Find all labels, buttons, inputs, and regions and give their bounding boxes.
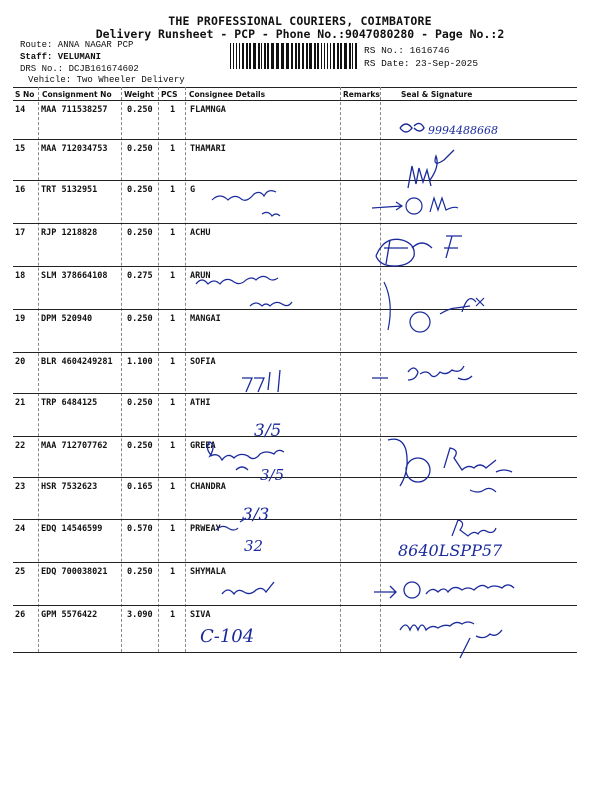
cell-pcs: 1 xyxy=(170,398,176,408)
cell-consignment: GPM 5576422 xyxy=(41,610,98,620)
barcode-bar xyxy=(233,43,234,69)
cell-consignee: THAMARI xyxy=(190,144,226,154)
signature-phone-row-14: 9994488668 xyxy=(428,124,498,137)
cell-pcs: 1 xyxy=(170,610,176,620)
barcode-bar xyxy=(330,43,331,69)
cell-pcs: 1 xyxy=(170,105,176,115)
barcode-bar xyxy=(253,43,256,69)
barcode-bar xyxy=(242,43,244,69)
cell-pcs: 1 xyxy=(170,567,176,577)
cell-consignee: GREEA xyxy=(190,441,216,451)
cell-consignment: EDQ 700038021 xyxy=(41,567,108,577)
col-divider xyxy=(158,87,159,652)
cell-consignment: TRP 6484125 xyxy=(41,398,98,408)
col-divider xyxy=(121,87,122,652)
table-top-rule xyxy=(13,87,577,88)
barcode-bar xyxy=(340,43,342,69)
cell-consignee: MANGAI xyxy=(190,314,221,324)
route-label: Route: ANNA NAGAR PCP xyxy=(20,40,134,50)
cell-pcs: 1 xyxy=(170,357,176,367)
table-header-rule xyxy=(13,100,577,101)
cell-consignee: G xyxy=(190,185,196,195)
row-divider xyxy=(13,519,577,520)
barcode-bar xyxy=(333,43,335,69)
cell-weight: 0.250 xyxy=(127,228,153,238)
row-divider xyxy=(13,139,577,140)
cell-pcs: 1 xyxy=(170,482,176,492)
rs-number: RS No.: 1616746 xyxy=(364,45,450,56)
barcode-bar xyxy=(302,43,304,69)
cell-sno: 26 xyxy=(15,610,26,620)
cell-pcs: 1 xyxy=(170,271,176,281)
barcode-bar xyxy=(327,43,328,69)
barcode-bar xyxy=(291,43,293,69)
row-divider xyxy=(13,605,577,606)
cell-pcs: 1 xyxy=(170,228,176,238)
note-row-26: C-104 xyxy=(200,626,255,647)
cell-sno: 22 xyxy=(15,441,26,451)
barcode-bar xyxy=(230,43,231,69)
note-row-22: 3/5 xyxy=(260,466,285,484)
barcode-bar xyxy=(236,43,237,69)
cell-sno: 18 xyxy=(15,271,26,281)
cell-sno: 23 xyxy=(15,482,26,492)
cell-sno: 24 xyxy=(15,524,26,534)
barcode-bar xyxy=(298,43,300,69)
barcode-bar xyxy=(309,43,312,69)
barcode-bar xyxy=(239,43,240,69)
cell-consignment: TRT 5132951 xyxy=(41,185,98,195)
cell-weight: 1.100 xyxy=(127,357,153,367)
cell-sno: 17 xyxy=(15,228,26,238)
row-divider xyxy=(13,352,577,353)
cell-consignee: SHYMALA xyxy=(190,567,226,577)
row-divider xyxy=(13,266,577,267)
barcode-bar xyxy=(271,43,274,69)
col-header-weight: Weight xyxy=(124,90,154,99)
cell-consignment: DPM 520940 xyxy=(41,314,93,324)
staff-label: Staff: VELUMANI xyxy=(20,52,102,62)
barcode-bar xyxy=(352,43,353,69)
cell-weight: 0.165 xyxy=(127,482,153,492)
barcode-bar xyxy=(355,43,357,69)
barcode-bar xyxy=(317,43,319,69)
cell-pcs: 1 xyxy=(170,314,176,324)
cell-weight: 0.250 xyxy=(127,144,153,154)
cell-weight: 0.250 xyxy=(127,567,153,577)
cell-sno: 16 xyxy=(15,185,26,195)
barcode-bar xyxy=(249,43,251,69)
cell-weight: 0.250 xyxy=(127,441,153,451)
rs-info xyxy=(364,44,478,70)
cell-consignee: ATHI xyxy=(190,398,211,408)
barcode-bar xyxy=(337,43,339,69)
col-header-remarks: Remarks xyxy=(343,90,380,99)
barcode-bar xyxy=(314,43,316,69)
barcode-bar xyxy=(246,43,248,69)
row-divider xyxy=(13,562,577,563)
row-divider xyxy=(13,309,577,310)
barcode-bar xyxy=(344,43,347,69)
row-divider xyxy=(13,436,577,437)
row-divider xyxy=(13,180,577,181)
cell-consignee: ACHU xyxy=(190,228,211,238)
barcode-bar xyxy=(258,43,260,69)
cell-weight: 3.090 xyxy=(127,610,153,620)
cell-weight: 0.250 xyxy=(127,105,153,115)
cell-weight: 0.570 xyxy=(127,524,153,534)
row-divider xyxy=(13,477,577,478)
vehicle-label: Vehicle: Two Wheeler Delivery xyxy=(28,75,185,85)
col-divider xyxy=(380,87,381,652)
barcode-bar xyxy=(286,43,289,69)
barcode-bar xyxy=(306,43,308,69)
row-divider xyxy=(13,652,577,653)
cell-sno: 20 xyxy=(15,357,26,367)
col-header-sno: S No xyxy=(15,90,35,99)
cell-consignment: EDQ 14546599 xyxy=(41,524,103,534)
cell-sno: 15 xyxy=(15,144,26,154)
col-header-seal: Seal & Signature xyxy=(401,90,473,99)
cell-pcs: 1 xyxy=(170,441,176,451)
signature-phone-row-24: 8640LSPP57 xyxy=(398,541,503,560)
cell-pcs: 1 xyxy=(170,524,176,534)
col-header-pcs: PCS xyxy=(161,90,178,99)
cell-sno: 14 xyxy=(15,105,26,115)
note-row-23: 3/3 xyxy=(242,505,270,525)
cell-sno: 19 xyxy=(15,314,26,324)
col-divider xyxy=(340,87,341,652)
cell-pcs: 1 xyxy=(170,185,176,195)
cell-consignment: RJP 1218828 xyxy=(41,228,98,238)
barcode-bar xyxy=(321,43,322,69)
cell-pcs: 1 xyxy=(170,144,176,154)
col-header-consignment: Consignment No xyxy=(42,90,112,99)
cell-weight: 0.250 xyxy=(127,314,153,324)
col-divider xyxy=(38,87,39,652)
cell-consignee: CHANDRA xyxy=(190,482,226,492)
runsheet-table xyxy=(13,87,577,652)
cell-consignee: FLAMNGA xyxy=(190,105,226,115)
row-divider xyxy=(13,393,577,394)
cell-consignee: SOFIA xyxy=(190,357,216,367)
cell-consignment: SLM 378664108 xyxy=(41,271,108,281)
barcode-bar xyxy=(295,43,297,69)
barcode-bar xyxy=(349,43,351,69)
barcode xyxy=(230,43,360,69)
barcode-bar xyxy=(324,43,325,69)
cell-consignment: MAA 711538257 xyxy=(41,105,108,115)
drs-label: DRS No.: DCJB161674602 xyxy=(20,64,139,74)
note-row-21: 3/5 xyxy=(254,421,282,441)
cell-sno: 25 xyxy=(15,567,26,577)
barcode-bar xyxy=(276,43,279,69)
row-divider xyxy=(13,223,577,224)
cell-consignment: BLR 4604249281 xyxy=(41,357,113,367)
col-header-consignee: Consignee Details xyxy=(189,90,266,99)
barcode-bar xyxy=(281,43,284,69)
col-divider xyxy=(185,87,186,652)
rs-date: RS Date: 23-Sep-2025 xyxy=(364,58,479,69)
company-name: THE PROFESSIONAL COURIERS, COIMBATORE xyxy=(168,14,432,28)
cell-consignment: MAA 712707762 xyxy=(41,441,108,451)
runsheet-title: Delivery Runsheet - PCP - Phone No.:9047080280 - Page No.:2 xyxy=(95,27,505,41)
barcode-bar xyxy=(267,43,269,69)
cell-consignee: PRWEAY xyxy=(190,524,221,534)
note-row-24: 32 xyxy=(244,537,264,555)
barcode-bar xyxy=(264,43,266,69)
barcode-bar xyxy=(261,43,262,69)
cell-weight: 0.250 xyxy=(127,185,153,195)
cell-consignment: HSR 7532623 xyxy=(41,482,98,492)
cell-consignment: MAA 712034753 xyxy=(41,144,108,154)
cell-sno: 21 xyxy=(15,398,26,408)
cell-weight: 0.250 xyxy=(127,398,153,408)
cell-weight: 0.275 xyxy=(127,271,153,281)
cell-consignee: ARUN xyxy=(190,271,211,281)
cell-consignee: SIVA xyxy=(190,610,211,620)
